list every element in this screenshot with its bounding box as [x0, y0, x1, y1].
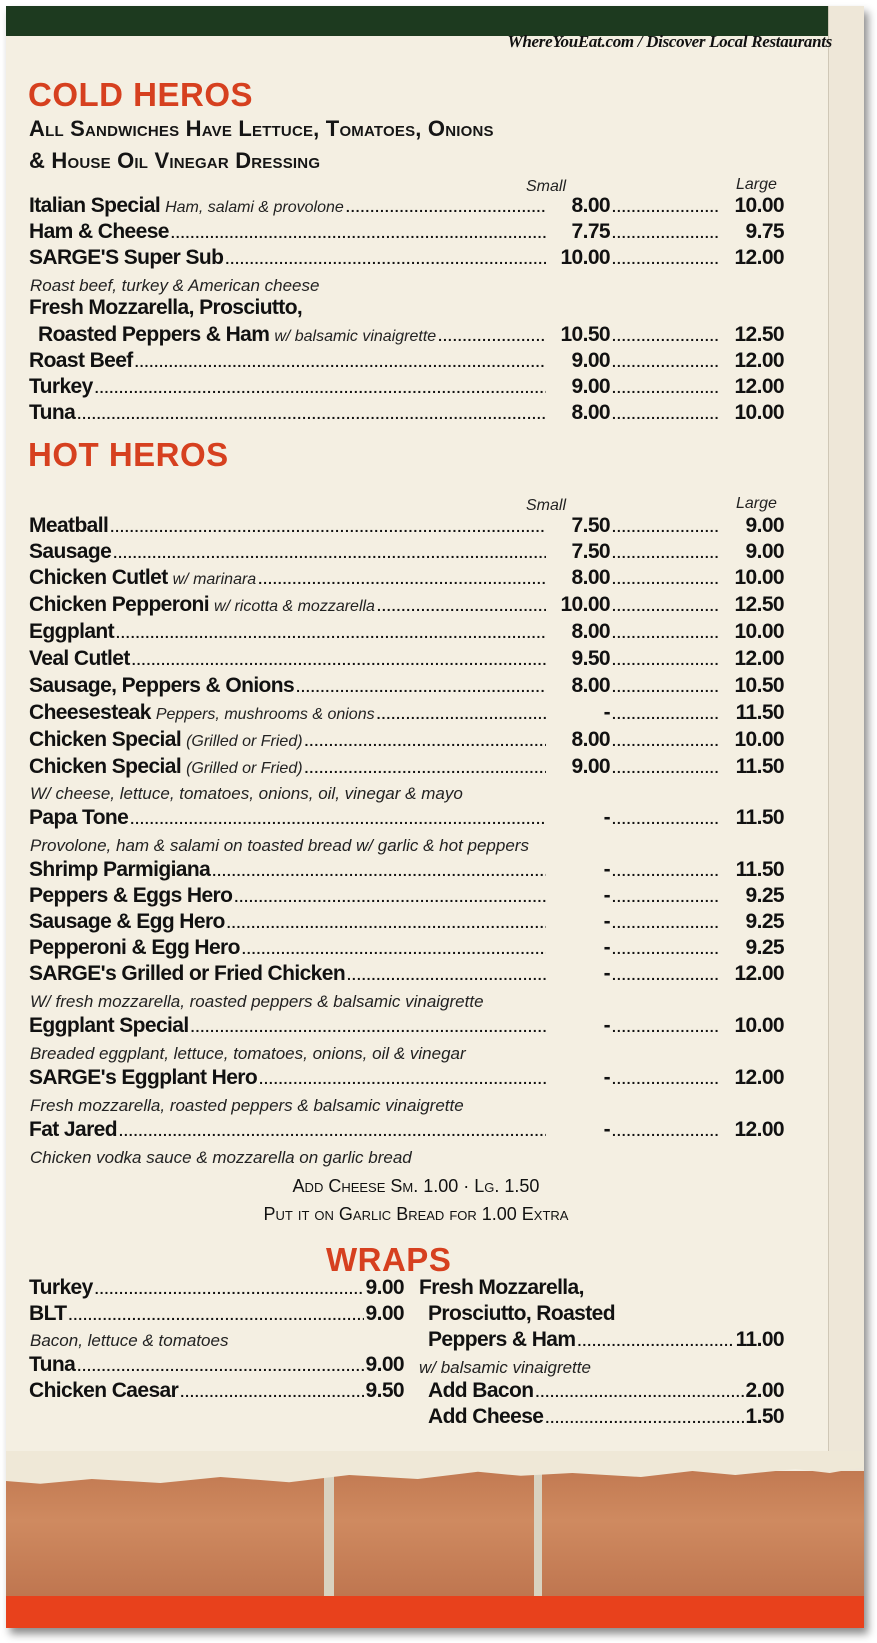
- leader-dots: [577, 1333, 733, 1349]
- price-small: -: [603, 806, 610, 829]
- menu-item: [29, 375, 784, 401]
- price-large: 12.50: [734, 323, 784, 346]
- price: 11.00: [735, 1328, 784, 1351]
- item-name: Meatball: [29, 514, 109, 537]
- leader-dots: [130, 811, 546, 827]
- price-large: 9.25: [745, 884, 784, 907]
- item-name: Papa Tone: [29, 806, 129, 829]
- item-name: Pepperoni & Egg Hero: [29, 936, 240, 959]
- leader-dots: [116, 625, 546, 641]
- leader-dots: [612, 811, 720, 827]
- leader-dots: [612, 354, 720, 370]
- menu-item: [29, 1014, 784, 1040]
- hot-heros-title: HOT HEROS: [28, 436, 229, 473]
- wrap-right-line2: Prosciutto, Roasted: [428, 1302, 615, 1325]
- leader-dots: [225, 251, 546, 267]
- item-note: w/ balsamic vinaigrette: [419, 1358, 591, 1377]
- item-name: Chicken Special: [29, 755, 182, 778]
- leader-dots: [77, 1358, 363, 1374]
- leader-dots: [377, 598, 546, 614]
- price-large: 12.00: [734, 1118, 784, 1141]
- leader-dots: [113, 545, 546, 561]
- item-name: Eggplant Special: [29, 1014, 189, 1037]
- wrap-item: [29, 1353, 404, 1377]
- leader-dots: [612, 1071, 720, 1087]
- leader-dots: [545, 1410, 743, 1426]
- item-name: Sausage, Peppers & Onions: [29, 674, 295, 697]
- leader-dots: [612, 625, 720, 641]
- leader-dots: [612, 760, 720, 776]
- brick-wall-image: [6, 1471, 864, 1596]
- add-cheese-note: Add Cheese Sm. 1.00 · Lg. 1.50: [292, 1176, 540, 1196]
- menu-item: [29, 593, 784, 619]
- leader-dots: [612, 889, 720, 905]
- price-large: 11.50: [735, 806, 784, 829]
- item-name: Add Bacon: [428, 1379, 534, 1402]
- item-note: Bacon, lettuce & tomatoes: [30, 1331, 229, 1350]
- price-small: 7.50: [571, 540, 610, 563]
- price-small: 9.00: [571, 349, 610, 372]
- leader-dots: [110, 519, 546, 535]
- menu-item: [29, 858, 784, 884]
- item-name: Chicken Cutlet: [29, 566, 168, 589]
- col-large-label: Large: [736, 176, 777, 193]
- menu-item: [29, 910, 784, 936]
- menu-item: [29, 620, 784, 646]
- item-name: SARGE'S Super Sub: [29, 246, 224, 269]
- menu-item: [29, 401, 784, 427]
- leader-dots: [180, 1384, 363, 1400]
- price-large: 10.00: [734, 620, 784, 643]
- leader-dots: [296, 679, 546, 695]
- leader-dots: [259, 1071, 546, 1087]
- item-name: BLT: [29, 1302, 67, 1325]
- item-note: Breaded eggplant, lettuce, tomatoes, onions, oil & vinegar: [30, 1044, 466, 1063]
- page-fold-shade: [829, 6, 864, 1476]
- item-name: Cheesesteak: [29, 701, 151, 724]
- item-name: Ham & Cheese: [29, 220, 169, 243]
- price-small: 9.00: [571, 755, 610, 778]
- price-large: 10.00: [734, 194, 784, 217]
- price-small: -: [603, 1014, 610, 1037]
- item-name: Tuna: [29, 1353, 76, 1376]
- menu-item: [29, 674, 784, 700]
- item-name: Turkey: [29, 1276, 93, 1299]
- leader-dots: [612, 1123, 720, 1139]
- price-small: -: [603, 884, 610, 907]
- leader-dots: [95, 1281, 364, 1297]
- menu-item: [38, 323, 784, 349]
- item-desc: w/ ricotta & mozzarella: [214, 598, 375, 615]
- menu-item: [29, 806, 784, 832]
- price-large: 10.50: [734, 674, 784, 697]
- page-fold-line: [828, 6, 829, 1476]
- leader-dots: [612, 733, 720, 749]
- wrap-addon: [428, 1405, 784, 1429]
- item-name: Roasted Peppers & Ham: [38, 323, 270, 346]
- wraps-title: WRAPS: [326, 1241, 452, 1278]
- leader-dots: [258, 571, 546, 587]
- leader-dots: [612, 225, 720, 241]
- menu-item: [29, 246, 784, 272]
- leader-dots: [242, 941, 546, 957]
- price-large: 11.50: [735, 701, 784, 724]
- price-small: -: [603, 1066, 610, 1089]
- watermark: WhereYouEat.com / Discover Local Restaurants: [507, 32, 832, 51]
- leader-dots: [171, 225, 546, 241]
- price-small: 8.00: [571, 401, 610, 424]
- item-name: Roast Beef: [29, 349, 133, 372]
- price-small: 10.00: [560, 246, 610, 269]
- price-large: 10.00: [734, 1014, 784, 1037]
- leader-dots: [612, 571, 720, 587]
- leader-dots: [612, 251, 720, 267]
- price-large: 12.00: [734, 647, 784, 670]
- price-small: 10.00: [560, 593, 610, 616]
- leader-dots: [612, 519, 720, 535]
- price-small: 8.00: [571, 728, 610, 751]
- price-large: 9.25: [745, 910, 784, 933]
- garlic-bread-note: Put it on Garlic Bread for 1.00 Extra: [263, 1204, 569, 1224]
- wrap-item: [29, 1276, 404, 1300]
- price-large: 10.00: [734, 728, 784, 751]
- item-desc: (Grilled or Fried): [186, 760, 303, 777]
- leader-dots: [612, 598, 720, 614]
- price: 9.00: [365, 1276, 404, 1299]
- leader-dots: [612, 652, 720, 668]
- menu-item: [29, 349, 784, 375]
- price: 2.00: [745, 1379, 784, 1402]
- item-note: Provolone, ham & salami on toasted bread w/ garlic & hot peppers: [30, 836, 529, 855]
- cold-heros-title: COLD HEROS: [28, 76, 254, 113]
- leader-dots: [132, 652, 546, 668]
- price-large: 11.50: [735, 755, 784, 778]
- price-small: -: [603, 701, 610, 724]
- wrap-item: [29, 1302, 404, 1326]
- menu-item: [29, 701, 784, 727]
- leader-dots: [212, 863, 546, 879]
- bottom-red-bar: [6, 1596, 864, 1628]
- price-small: 8.00: [571, 620, 610, 643]
- menu-item: [29, 1118, 784, 1144]
- item-name: Veal Cutlet: [29, 647, 130, 670]
- leader-dots: [305, 733, 546, 749]
- item-desc: (Grilled or Fried): [186, 733, 303, 750]
- price-large: 9.00: [745, 540, 784, 563]
- item-name: Italian Special: [29, 194, 161, 217]
- leader-dots: [612, 328, 720, 344]
- leader-dots: [612, 967, 720, 983]
- price-small: 9.50: [571, 647, 610, 670]
- price-small: -: [603, 936, 610, 959]
- price-small: -: [603, 910, 610, 933]
- leader-dots: [612, 199, 720, 215]
- item-name: Tuna: [29, 401, 76, 424]
- menu-item: [29, 647, 784, 673]
- price-large: 12.00: [734, 246, 784, 269]
- item-name: Peppers & Ham: [428, 1328, 576, 1351]
- item-name: Sausage: [29, 540, 112, 563]
- wrap-addon: [428, 1379, 784, 1403]
- price: 1.50: [745, 1405, 784, 1428]
- item-note: Fresh mozzarella, roasted peppers & balsamic vinaigrette: [30, 1096, 464, 1115]
- leader-dots: [346, 199, 546, 215]
- price-small: 8.00: [571, 566, 610, 589]
- item-name: Chicken Caesar: [29, 1379, 179, 1402]
- col-small-label: Small: [526, 497, 567, 514]
- leader-dots: [612, 380, 720, 396]
- item-name: Shrimp Parmigiana: [29, 858, 211, 881]
- item-name: SARGE's Grilled or Fried Chicken: [29, 962, 346, 985]
- leader-dots: [612, 679, 720, 695]
- leader-dots: [234, 889, 546, 905]
- leader-dots: [135, 354, 546, 370]
- leader-dots: [305, 760, 546, 776]
- price-small: 10.50: [560, 323, 610, 346]
- price-small: -: [603, 962, 610, 985]
- leader-dots: [68, 1307, 363, 1323]
- price-large: 10.00: [734, 566, 784, 589]
- price-large: 9.00: [745, 514, 784, 537]
- leader-dots: [612, 863, 720, 879]
- item-note: Roast beef, turkey & American cheese: [30, 276, 320, 295]
- leader-dots: [612, 406, 720, 422]
- price-large: 12.00: [734, 1066, 784, 1089]
- leader-dots: [347, 967, 546, 983]
- price: 9.00: [365, 1353, 404, 1376]
- menu-item: [29, 566, 784, 592]
- item-name: Add Cheese: [428, 1405, 544, 1428]
- leader-dots: [119, 1123, 546, 1139]
- leader-dots: [191, 1019, 546, 1035]
- leader-dots: [612, 1019, 720, 1035]
- item-name: Turkey: [29, 375, 93, 398]
- leader-dots: [438, 328, 546, 344]
- item-name: Chicken Pepperoni: [29, 593, 210, 616]
- wrap-item: [29, 1379, 404, 1403]
- price-large: 12.50: [734, 593, 784, 616]
- leader-dots: [377, 706, 546, 722]
- item-note: Chicken vodka sauce & mozzarella on garlic bread: [30, 1148, 412, 1167]
- item-name: Eggplant: [29, 620, 115, 643]
- leader-dots: [612, 545, 720, 561]
- cold-heros-subtitle-1: All Sandwiches Have Lettuce, Tomatoes, Onions: [29, 116, 494, 141]
- menu-item: [29, 514, 784, 540]
- item-name-line1: Fresh Mozzarella, Prosciutto,: [29, 296, 303, 319]
- menu-item: [29, 1066, 784, 1092]
- price-large: 10.00: [734, 401, 784, 424]
- price: 9.00: [365, 1302, 404, 1325]
- price-large: 12.00: [734, 962, 784, 985]
- price: 9.50: [365, 1379, 404, 1402]
- menu-item: [29, 728, 784, 754]
- item-name: Peppers & Eggs Hero: [29, 884, 233, 907]
- leader-dots: [77, 406, 546, 422]
- leader-dots: [612, 915, 720, 931]
- leader-dots: [612, 706, 720, 722]
- menu-item: [29, 540, 784, 566]
- menu-page: [6, 6, 864, 1628]
- price-small: 8.00: [571, 674, 610, 697]
- price-large: 9.75: [745, 220, 784, 243]
- price-small: -: [603, 858, 610, 881]
- leader-dots: [227, 915, 546, 931]
- item-name: Sausage & Egg Hero: [29, 910, 225, 933]
- wrap-item: [428, 1328, 784, 1352]
- cold-heros-subtitle-2: & House Oil Vinegar Dressing: [29, 148, 321, 173]
- menu-item: [29, 962, 784, 988]
- price-large: 12.00: [734, 349, 784, 372]
- price-small: 7.75: [571, 220, 610, 243]
- item-name: SARGE's Eggplant Hero: [29, 1066, 258, 1089]
- price-small: 9.00: [571, 375, 610, 398]
- item-desc: Ham, salami & provolone: [165, 199, 344, 216]
- item-note: W/ fresh mozzarella, roasted peppers & balsamic vinaigrette: [30, 992, 484, 1011]
- leader-dots: [612, 941, 720, 957]
- price-large: 11.50: [735, 858, 784, 881]
- item-name: Fat Jared: [29, 1118, 117, 1141]
- menu-item: [29, 220, 784, 246]
- menu-item: [29, 884, 784, 910]
- price-small: 8.00: [571, 194, 610, 217]
- item-note: W/ cheese, lettuce, tomatoes, onions, oil, vinegar & mayo: [30, 784, 463, 803]
- wrap-right-line1: Fresh Mozzarella,: [419, 1276, 584, 1299]
- item-desc: Peppers, mushrooms & onions: [155, 706, 375, 723]
- price-large: 12.00: [734, 375, 784, 398]
- leader-dots: [535, 1384, 743, 1400]
- item-name: Chicken Special: [29, 728, 182, 751]
- col-small-label: Small: [526, 178, 567, 195]
- price-small: -: [603, 1118, 610, 1141]
- menu-item: [29, 755, 784, 781]
- col-large-label: Large: [736, 495, 777, 512]
- menu-item: [29, 936, 784, 962]
- item-desc: w/ marinara: [172, 571, 257, 588]
- menu-item: [29, 194, 784, 220]
- leader-dots: [95, 380, 546, 396]
- price-large: 9.25: [745, 936, 784, 959]
- item-desc: w/ balsamic vinaigrette: [274, 328, 437, 345]
- price-small: 7.50: [571, 514, 610, 537]
